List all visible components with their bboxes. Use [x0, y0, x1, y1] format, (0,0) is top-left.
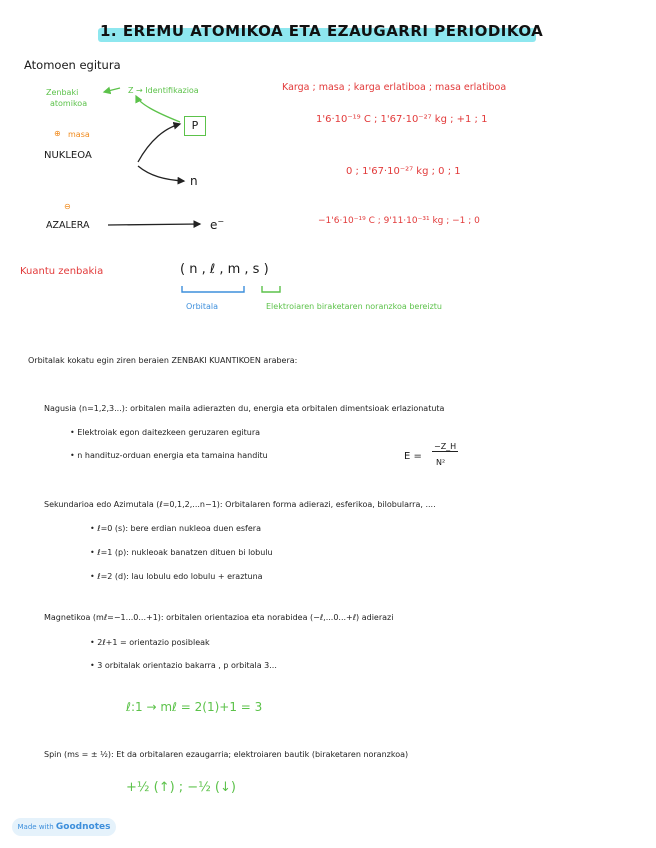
magnetic-title: Magnetikoa (mℓ=−1...0...+1): orbitalen orientazioa eta norabidea (−ℓ,...0...+ℓ) adierazi	[44, 613, 394, 622]
magnetic-example: ℓ:1 → mℓ = 2(1)+1 = 3	[126, 700, 263, 714]
section-heading-structure: Atomoen egitura	[24, 58, 121, 72]
atomikoa-label: atomikoa	[50, 99, 88, 108]
goodnotes-badge[interactable]	[12, 818, 116, 836]
magnetic-bullet-2: • 3 orbitalak orientazio bakarra , p orbitala 3...	[90, 661, 277, 670]
azalera-label: AZALERA	[46, 220, 90, 231]
spin-title: Spin (ms = ± ½): Et da orbitalaren ezaugarria; elektroiaren bautik (biraketaren noranzkoa)	[44, 750, 409, 759]
plus-circle-icon: ⊕	[54, 129, 61, 138]
electron-symbol: e−	[210, 217, 225, 232]
principal-bullet-2: • n handituz-orduan energia eta tamaina handitu	[70, 451, 268, 460]
quantum-label: Kuantu zenbakia	[20, 266, 104, 277]
secondary-title: Sekundarioa edo Azimutala (ℓ=0,1,2,...n−1): Orbitalaren forma adierazi, esferikoa, bilobularra, ....	[44, 500, 436, 509]
magnetic-bullet-1: • 2ℓ+1 = orientazio posibleak	[90, 638, 210, 647]
electron-properties: −1'6·10⁻¹⁹ C ; 9'11·10⁻³¹ kg ; −1 ; 0	[318, 216, 480, 226]
zenbaki-label: Zenbaki	[46, 88, 79, 97]
orbitala-label: Orbitala	[186, 302, 219, 311]
energy-formula-denominator: N²	[436, 458, 446, 467]
neutron-properties: 0 ; 1'67·10⁻²⁷ kg ; 0 ; 1	[346, 166, 461, 177]
energy-formula-numerator: −Z_H	[434, 442, 457, 451]
badge-brand: Goodnotes	[55, 822, 111, 832]
secondary-bullet-1: • ℓ=0 (s): bere erdian nukleoa duen esfera	[90, 524, 261, 533]
masa-label: masa	[68, 130, 90, 139]
secondary-bullet-2: • ℓ=1 (p): nukleoak banatzen dituen bi lobulu	[90, 548, 273, 557]
neutron-symbol: n	[190, 174, 198, 188]
identification-label: Z → Identifikazioa	[128, 86, 199, 95]
principal-title: Nagusia (n=1,2,3...): orbitalen maila adierazten du, energia eta orbitalen dimentsioak erlazionatuta	[44, 404, 445, 413]
minus-circle-icon: ⊖	[64, 202, 71, 211]
spin-description: Elektroiaren biraketaren noranzkoa bereiztu	[266, 302, 442, 311]
principal-bullet-1: • Elektroiak egon daitezkeen geruzaren egitura	[70, 428, 261, 437]
page-title: 1. EREMU ATOMIKOA ETA EZAUGARRI PERIODIKOA	[100, 22, 544, 40]
properties-header: Karga ; masa ; karga erlatiboa ; masa erlatiboa	[282, 82, 507, 93]
energy-formula-lhs: E =	[404, 451, 422, 462]
nukleoa-label: NUKLEOA	[44, 150, 92, 161]
intro-text: Orbitalak kokatu egin ziren beraien ZENBAKI KUANTIKOEN arabera:	[28, 356, 298, 365]
spin-values: +½ (↑) ; −½ (↓)	[126, 780, 236, 795]
proton-symbol: P	[191, 119, 199, 132]
quantum-tuple: ( n , ℓ , m , s )	[180, 262, 269, 277]
badge-prefix: Made with	[17, 823, 54, 831]
proton-properties: 1'6·10⁻¹⁹ C ; 1'67·10⁻²⁷ kg ; +1 ; 1	[316, 114, 488, 125]
secondary-bullet-3: • ℓ=2 (d): lau lobulu edo lobulu + eraztuna	[90, 572, 263, 581]
